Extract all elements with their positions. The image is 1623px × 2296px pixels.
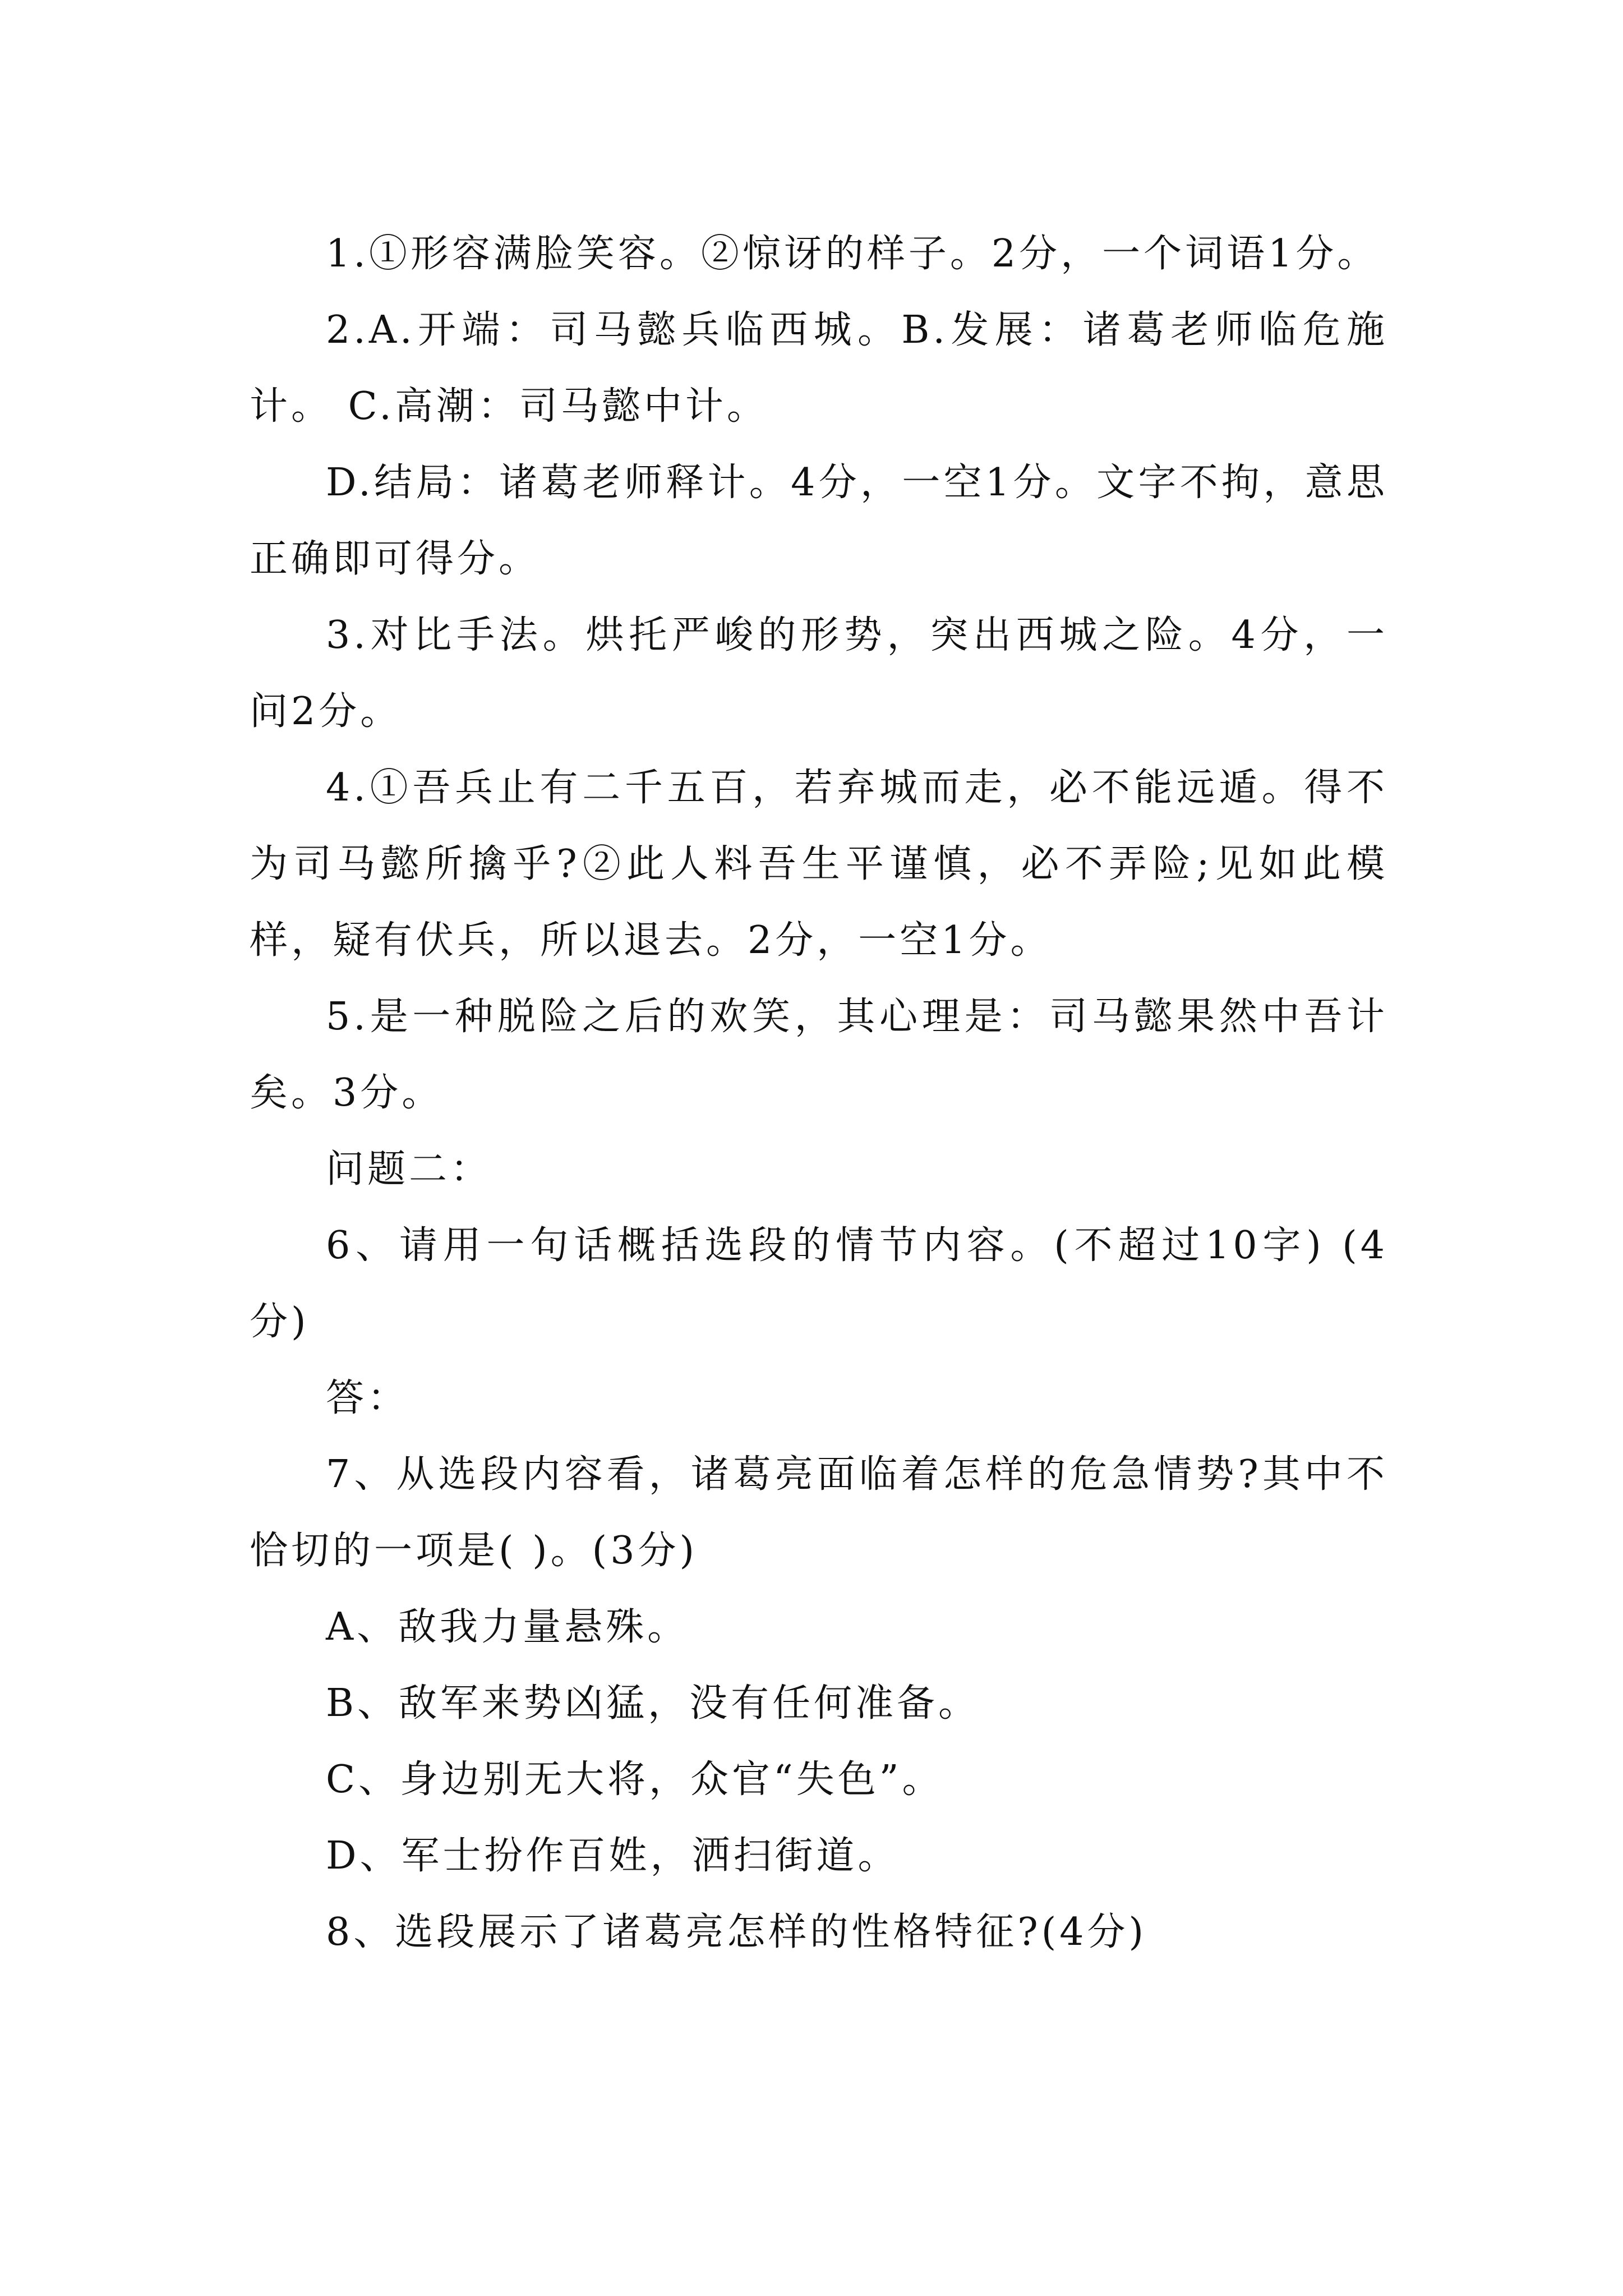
question-6: 6、请用一句话概括选段的情节内容。(不超过10字) (4分) xyxy=(250,1223,1388,1344)
answer-2: 2.A.开端：司马懿兵临西城。B.发展：诸葛老师临危施计。 C.高潮：司马懿中计。 xyxy=(250,308,1388,429)
answer-label: 答： xyxy=(326,1376,409,1420)
document-body xyxy=(250,216,1388,1971)
question-7: 7、从选段内容看，诸葛亮面临着怎样的危急情势?其中不恰切的一项是( )。(3分) xyxy=(250,1452,1388,1573)
answer-1: 1.①形容满脸笑容。②惊讶的样子。2分，一个词语1分。 xyxy=(326,232,1379,276)
section-heading: 问题二： xyxy=(326,1147,492,1191)
answer-2-continued: D.结局：诸葛老师释计。4分，一空1分。文字不拘，意思正确即可得分。 xyxy=(250,461,1388,581)
answer-5: 5.是一种脱险之后的欢笑，其心理是：司马懿果然中吾计矣。3分。 xyxy=(250,995,1388,1115)
option-c: C、身边别无大将，众官“失色”。 xyxy=(326,1757,944,1802)
answer-3: 3.对比手法。烘托严峻的形势，突出西城之险。4分，一问2分。 xyxy=(250,613,1388,734)
option-d: D、军士扮作百姓，洒扫街道。 xyxy=(326,1834,900,1878)
answer-4: 4.①吾兵止有二千五百，若弃城而走，必不能远遁。得不为司马懿所擒乎?②此人料吾生平谨慎，必不弄险;见如此模样，疑有伏兵，所以退去。2分，一空1分。 xyxy=(250,766,1388,963)
option-b: B、敌军来势凶猛，没有任何准备。 xyxy=(326,1681,980,1726)
question-8: 8、选段展示了诸葛亮怎样的性格特征?(4分) xyxy=(326,1910,1147,1954)
option-a: A、敌我力量悬殊。 xyxy=(326,1605,689,1649)
